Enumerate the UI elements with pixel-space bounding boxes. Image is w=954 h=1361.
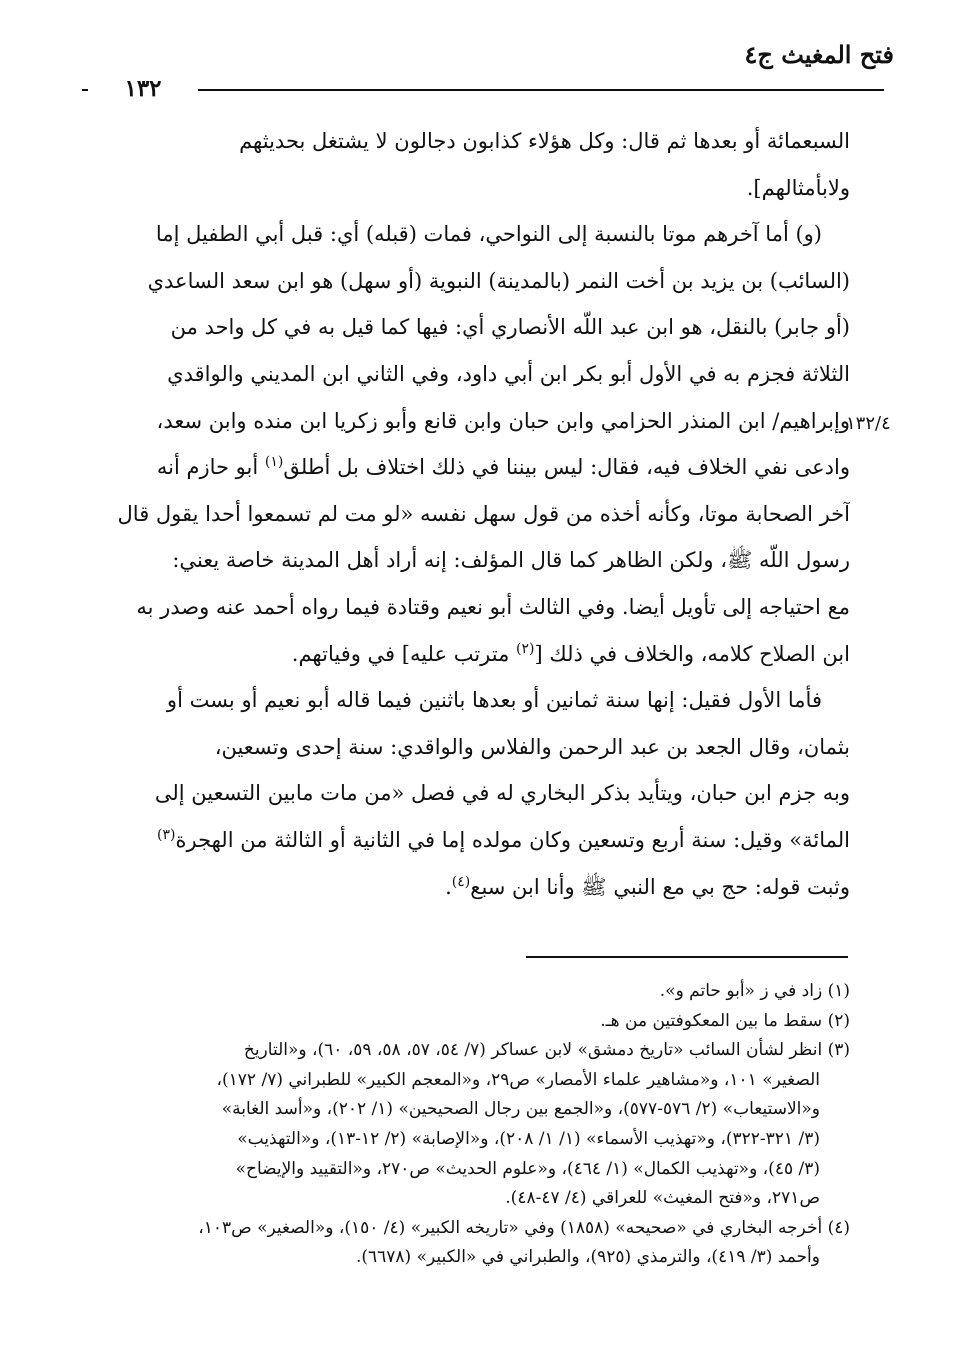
text-line: (و) أما آخرهم موتا بالنسبة إلى النواحي، فمات (قبله) أي: قبل أبي الطفيل إما (155, 222, 822, 247)
footnote-3-line: (٣/ ٣٢١-٣٢٢)، و«تهذيب الأسماء» (١/ ١/ ٢٠٨)، و«الإصابة» (٢/ ١٢-١٣)، و«التهذيب» (237, 1128, 820, 1149)
footnote-3-line: الصغير» ١٠١، و«مشاهير علماء الأمصار» ص٢٩، و«المعجم الكبير» للطبراني (٧/ ١٧٢)، (216, 1069, 820, 1090)
paragraph-3 (80, 677, 850, 910)
footnote-ref-2: (٢) (516, 640, 535, 657)
footnote-1: (١) زاد في ز «أبو حاتم و». (659, 981, 850, 1001)
footnote-2: (٢) سقط ما بين المعكوفتين من هـ. (600, 1010, 850, 1031)
text-segment: المائة» وقيل: سنة أربع وتسعين وكان مولده إما في الثانية أو الثالثة من الهجرة (175, 827, 850, 852)
footnote-3-line: و«الاستيعاب» (٢/ ٥٧٦-٥٧٧)، و«الجمع بين رجال الصحيحين» (١/ ٢٠٢)، و«أسد الغابة» (221, 1099, 820, 1120)
margin-page-reference: ١٣٢/٤ (846, 413, 891, 434)
text-segment: وثبت قوله: حج بي مع النبي ﷺ وأنا ابن سبع (470, 874, 850, 899)
text-line (80, 817, 850, 864)
text-line: الثلاثة فجزم به في الأول أبو بكر ابن أبي داود، وفي الثاني ابن المديني والواقدي (167, 361, 850, 386)
text-line: آخر الصحابة موتا، وكأنه أخذه من قول سهل نفسه «لو مت لم تسمعوا أحدا يقول قال (117, 501, 850, 526)
running-title: فتح المغيث ج٤ (744, 40, 894, 69)
paragraph-1 (80, 118, 850, 211)
footnote-ref-1: (١) (264, 454, 284, 471)
text-segment: مترتب عليه] في وفياتهم. (291, 641, 510, 666)
text-line: السبعمائة أو بعدها ثم قال: وكل هؤلاء كذابون دجالون لا يشتغل بحديثهم (239, 129, 850, 153)
text-segment: وادعى نفي الخلاف فيه، فقال: ليس بيننا في ذلك اختلاف بل أطلق (283, 455, 850, 480)
footnote-ref-4: (٤) (451, 873, 471, 890)
footnote-3-line: ص٢٧١، و«فتح المغيث» للعراقي (٤/ ٤٧-٤٨). (505, 1188, 820, 1209)
text-line: فأما الأول فقيل: إنها سنة ثمانين أو بعدها باثنين فيما قاله أبو نعيم أو بست أو (166, 688, 822, 713)
footnote-4: (٤) أخرجه البخاري في «صحيحه» (١٨٥٨) وفي «تاريخه الكبير» (٤/ ١٥٠)، و«الصغير» ص١٠٣، (198, 1217, 850, 1238)
text-segment: ابن الصلاح كلامه، والخلاف في ذلك [ (534, 641, 850, 666)
text-line: (أو جابر) بالنقل، هو ابن عبد اللّه الأنصاري أي: فيها كما قيل به في كل واحد من (170, 315, 850, 340)
text-line: وإبراهيم/ ابن المنذر الحزامي وابن حبان وابن قانع وأبو زكريا ابن منده وابن سعد، (156, 408, 850, 433)
footnote-ref-3: (٣) (157, 826, 176, 843)
text-line (80, 631, 850, 678)
footnote-3: (٣) انظر لشأن السائب «تاريخ دمشق» لابن عساكر (٧/ ٥٤، ٥٧، ٥٨، ٥٩، ٦٠)، و«التاريخ (243, 1040, 850, 1061)
text-line (80, 864, 850, 911)
text-line: مع احتياجه إلى تأويل أيضا. وفي الثالث أبو نعيم وقتادة فيما رواه أحمد عنه وصدر به (136, 594, 850, 619)
paragraph-2 (80, 211, 850, 677)
footnote-4-line: وأحمد (٣/ ٤١٩)، والترمذي (٩٢٥)، والطبراني في «الكبير» (٦٦٧٨). (355, 1247, 820, 1268)
text-segment: أبو حازم أنه (156, 455, 259, 480)
text-segment: . (445, 874, 452, 899)
text-line (80, 444, 850, 491)
footnote-separator (526, 956, 848, 958)
text-line: بثمان، وقال الجعد بن عبد الرحمن والفلاس والواقدي: سنة إحدى وتسعين، (214, 734, 850, 759)
footnotes (74, 977, 850, 1273)
text-line: وبه جزم ابن حبان، ويتأيد بذكر البخاري له في فصل «من مات مابين التسعين إلى (154, 781, 850, 806)
page-number: ١٣٢ (88, 72, 198, 106)
text-line: ولابأمثالهم]. (746, 175, 850, 200)
footnote-3-line: (٣/ ٤٥)، و«تهذيب الكمال» (١/ ٤٦٤)، و«علوم الحديث» ص٢٧٠، و«التقييد والإيضاح» (235, 1158, 820, 1179)
main-text (80, 118, 850, 910)
text-line: رسول اللّه ﷺ، ولكن الظاهر كما قال المؤلف: إنه أراد أهل المدينة خاصة يعني: (172, 548, 850, 573)
text-line: (السائب) بن يزيد بن أخت النمر (بالمدينة) النبوية (أو سهل) هو ابن سعد الساعدي (147, 268, 850, 293)
header-rule (82, 89, 884, 91)
